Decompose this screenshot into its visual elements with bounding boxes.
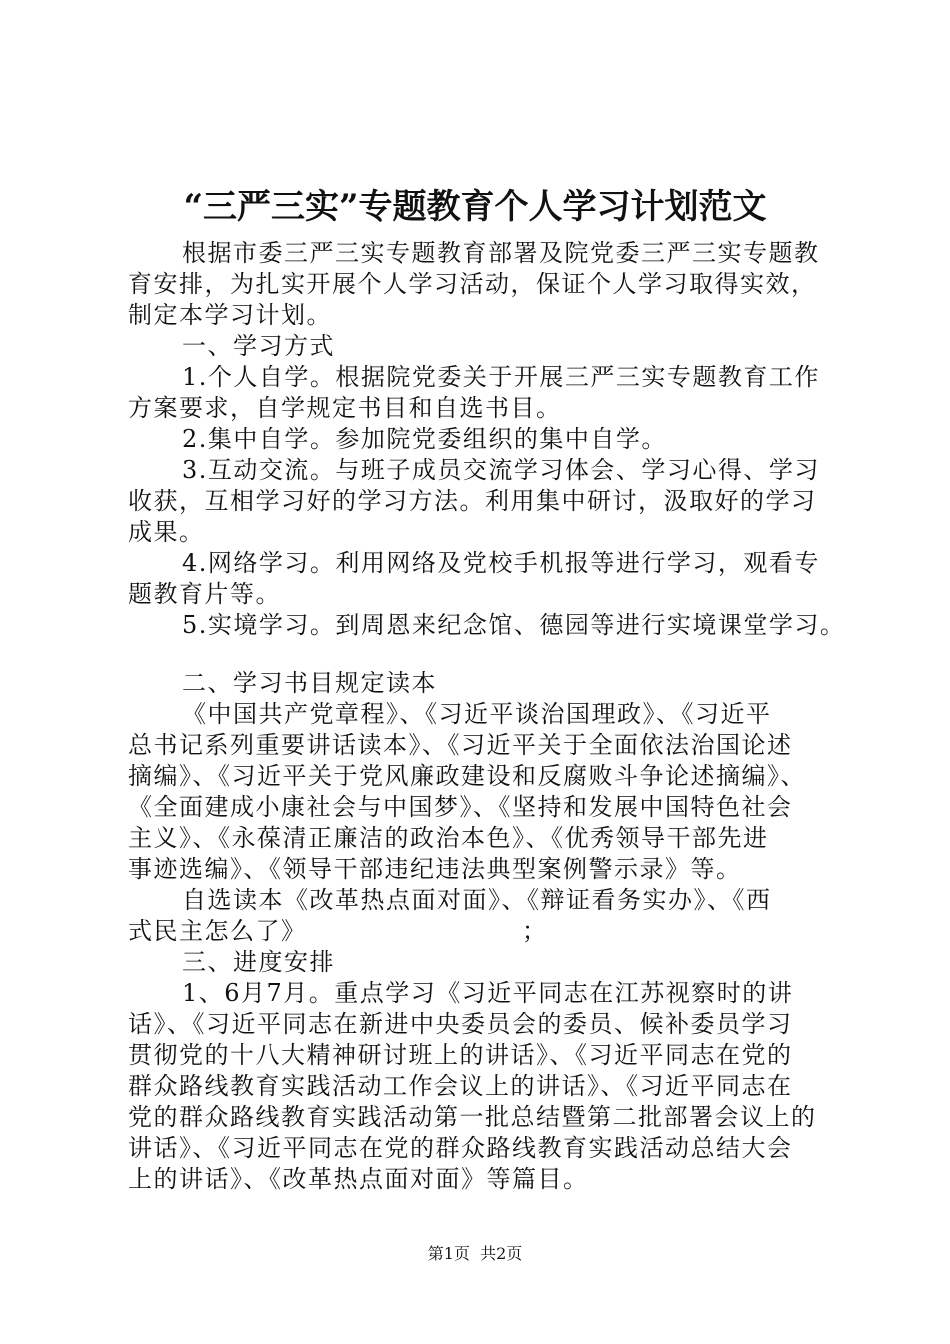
paragraph-line: 事迹选编》、《领导干部违纪违法典型案例警示录》等。 [128,855,742,883]
paragraph-line: 4.网络学习。利用网络及党校手机报等进行学习，观看专 [182,549,820,577]
paragraph-line: 制定本学习计划。 [128,301,332,329]
paragraph-line: 贯彻党的十八大精神研讨班上的讲话》、《习近平同志在党的 [128,1041,793,1069]
paragraph-line: 1、6月7月。重点学习《习近平同志在江苏视察时的讲 [182,979,794,1007]
section-heading: 三、进度安排 [182,948,335,976]
paragraph-line: 3.互动交流。与班子成员交流学习体会、学习心得、学习 [182,456,820,484]
paragraph-line: 方案要求，自学规定书目和自选书目。 [128,394,562,422]
paragraph-line: 题教育片等。 [128,580,281,608]
paragraph-line: 收获，互相学习好的学习方法。利用集中研讨，汲取好的学习 [128,487,817,515]
paragraph-line: 5.实境学习。到周恩来纪念馆、德园等进行实境课堂学习。 [182,611,846,639]
paragraph-line: 《中国共产党章程》、《习近平谈治国理政》、《习近平 [182,700,772,728]
section-heading: 二、学习书目规定读本 [182,669,437,697]
paragraph-line: 1.个人自学。根据院党委关于开展三严三实专题教育工作 [182,363,820,391]
document-title: “三严三实”专题教育个人学习计划范文 [183,187,767,227]
paragraph-line: 式民主怎么了》 [128,917,307,945]
paragraph-line: 讲话》、《习近平同志在党的群众路线教育实践活动总结大会 [128,1134,793,1162]
page-number: 第1页 共2页 [427,1244,523,1263]
paragraph-line: 群众路线教育实践活动工作会议上的讲话》、《习近平同志在 [128,1072,793,1100]
section-heading: 一、学习方式 [182,332,335,360]
paragraph-line: 总书记系列重要讲话读本》、《习近平关于全面依法治国论述 [128,731,793,759]
paragraph-line: 2.集中自学。参加院党委组织的集中自学。 [182,425,667,453]
paragraph-line: 自选读本《改革热点面对面》、《辩证看务实办》、《西 [182,886,772,914]
paragraph-line: 育安排，为扎实开展个人学习活动，保证个人学习取得实效， [128,270,817,298]
paragraph-line: 党的群众路线教育实践活动第一批总结暨第二批部署会议上的 [128,1103,817,1131]
paragraph-line: 摘编》、《习近平关于党风廉政建设和反腐败斗争论述摘编》、 [128,762,806,790]
paragraph-line: 话》、《习近平同志在新进中央委员会的委员、候补委员学习 [128,1010,793,1038]
paragraph-line: 成果。 [128,518,205,546]
paragraph-line: ； [522,917,548,945]
paragraph-line: 《全面建成小康社会与中国梦》、《坚持和发展中国特色社会 [128,793,793,821]
paragraph-line: 上的讲话》、《改革热点面对面》等篇目。 [128,1165,589,1193]
paragraph-line: 根据市委三严三实专题教育部署及院党委三严三实专题教 [182,239,820,267]
paragraph-line: 主义》、《永葆清正廉洁的政治本色》、《优秀领导干部先进 [128,824,769,852]
